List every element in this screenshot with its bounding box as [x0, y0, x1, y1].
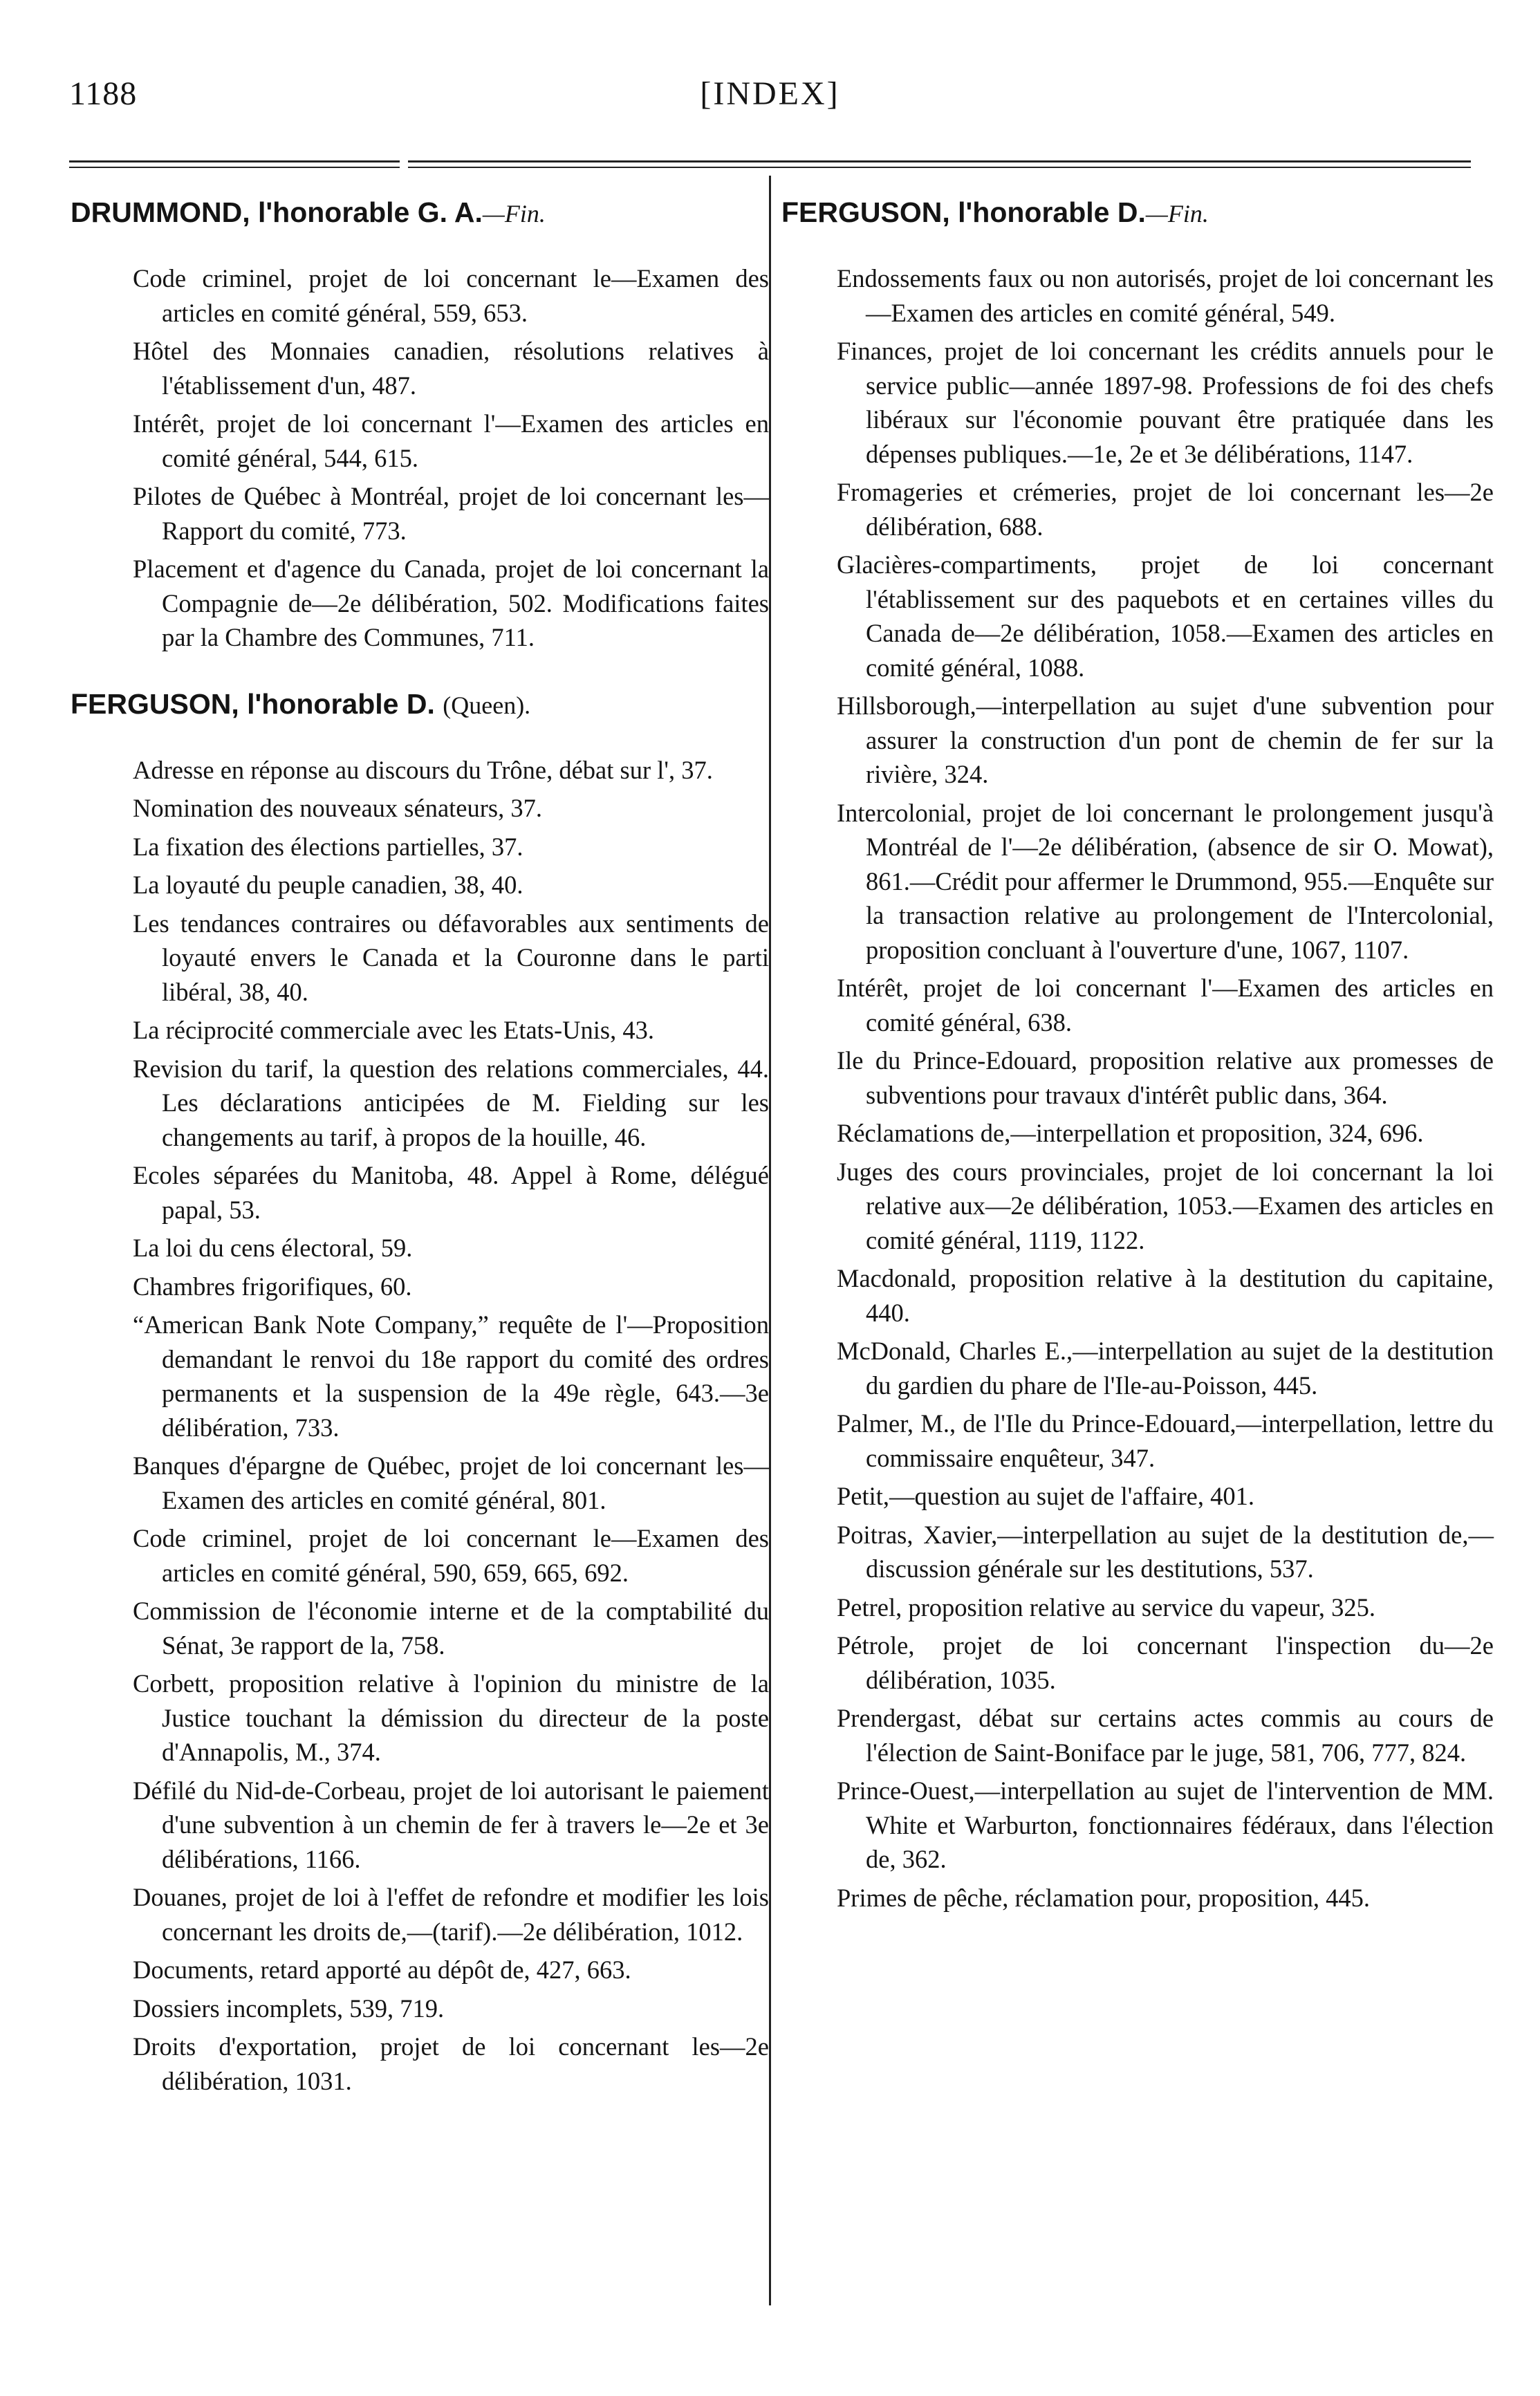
index-entry: Code criminel, projet de loi concernant le—Examen des articles en comité général, 590, 659, 665, 692.: [133, 1524, 769, 1587]
index-entry: La loyauté du peuple canadien, 38, 40.: [133, 871, 523, 899]
index-entry: “American Bank Note Company,” requête de l'—Proposition demandant le renvoi du 18e rapport du comité des ordres permanents et la suspension de la 49e règle, 643.—3e délibération, 733.: [133, 1310, 769, 1442]
index-entry: Palmer, M., de l'Ile du Prince-Edouard,—interpellation, lettre du commissaire enquêteur, 347.: [837, 1409, 1494, 1472]
running-head: [INDEX]: [700, 75, 840, 112]
header-rule-right-lower: [408, 167, 1471, 168]
index-entry: Revision du tarif, la question des relations commerciales, 44. Les déclarations anticipées de M. Fielding sur les changements au tarif, à propos de la houille, 46.: [133, 1054, 769, 1151]
header-rule-left-lower: [69, 167, 400, 168]
page-header: [0, 75, 1540, 123]
index-entry: Dossiers incomplets, 539, 719.: [133, 1994, 445, 2023]
index-entry: Les tendances contraires ou défavorables aux sentiments de loyauté envers le Canada et la Couronne dans le parti libéral, 38, 40.: [133, 909, 769, 1006]
entry-list: [71, 753, 769, 2099]
column-divider: [769, 176, 771, 2305]
index-entry: Placement et d'agence du Canada, projet de loi concernant la Compagnie de—2e délibération, 502. Modifications faites par la Chambre des Communes, 711.: [133, 555, 769, 651]
index-entry: Macdonald, proposition relative à la destitution du capitaine, 440.: [837, 1264, 1494, 1327]
section-heading: [71, 194, 769, 232]
left-column: [71, 194, 769, 2102]
section-heading: [781, 194, 1494, 232]
index-entry: Nomination des nouveaux sénateurs, 37.: [133, 794, 542, 822]
page-number: 1188: [69, 75, 138, 112]
index-entry: Corbett, proposition relative à l'opinion du ministre de la Justice touchant la démission du directeur de la poste d'Annapolis, M., 374.: [133, 1669, 769, 1766]
section-heading: [71, 685, 769, 724]
index-section-drummond: [71, 194, 769, 655]
index-entry: Prendergast, débat sur certains actes commis au cours de l'élection de Saint-Boniface par le juge, 581, 706, 777, 824.: [837, 1704, 1494, 1767]
index-entry: Primes de pêche, réclamation pour, proposition, 445.: [837, 1883, 1370, 1912]
index-entry: Intercolonial, projet de loi concernant le prolongement jusqu'à Montréal de l'—2e délibération, (absence de sir O. Mowat), 861.—Crédit pour affermer le Drummond, 955.—Enquête sur la transaction relative au prolongement de l'Intercolonial, proposition concluant à l'ouverture d'une, 1067, 1107.: [837, 798, 1494, 964]
index-entry: Défilé du Nid-de-Corbeau, projet de loi autorisant le paiement d'une subvention à un chemin de fer à travers le—2e et 3e délibérations, 1166.: [133, 1776, 769, 1873]
index-entry: McDonald, Charles E.,—interpellation au sujet de la destitution du gardien du phare de l'Ile-au-Poisson, 445.: [837, 1337, 1494, 1400]
index-entry: Banques d'épargne de Québec, projet de loi concernant les—Examen des articles en comité général, 801.: [133, 1451, 769, 1514]
header-rule-right: [408, 160, 1471, 162]
index-entry: Petit,—question au sujet de l'affaire, 401.: [837, 1482, 1254, 1510]
right-column: [781, 194, 1494, 1919]
heading-name: FERGUSON, l'honorable D.: [781, 196, 1146, 228]
index-entry: La fixation des élections partielles, 37.: [133, 832, 523, 861]
index-entry: Poitras, Xavier,—interpellation au sujet de la destitution de,—discussion générale sur les destitutions, 537.: [837, 1520, 1494, 1583]
index-entry: Chambres frigorifiques, 60.: [133, 1272, 412, 1301]
index-entry: Pétrole, projet de loi concernant l'inspection du—2e délibération, 1035.: [837, 1631, 1494, 1694]
index-entry: Fromageries et crémeries, projet de loi concernant les—2e délibération, 688.: [837, 478, 1494, 541]
index-entry: Réclamations de,—interpellation et proposition, 324, 696.: [837, 1119, 1424, 1147]
index-entry: Ecoles séparées du Manitoba, 48. Appel à Rome, délégué papal, 53.: [133, 1161, 769, 1224]
index-entry: Douanes, projet de loi à l'effet de refondre et modifier les lois concernant les droits de,—(tarif).—2e délibération, 1012.: [133, 1883, 769, 1946]
index-entry: Pilotes de Québec à Montréal, projet de loi concernant les—Rapport du comité, 773.: [133, 482, 769, 545]
index-entry: Prince-Ouest,—interpellation au sujet de l'intervention de MM. White et Warburton, fonctionnaires fédéraux, dans l'élection de, 362.: [837, 1776, 1494, 1873]
index-entry: Hillsborough,—interpellation au sujet d'une subvention pour assurer la construction d'un pont de chemin de fer sur la rivière, 324.: [837, 691, 1494, 788]
index-section-ferguson: [71, 685, 769, 2099]
index-entry: Droits d'exportation, projet de loi concernant les—2e délibération, 1031.: [133, 2032, 769, 2095]
header-rule-left: [69, 160, 400, 162]
index-entry: Intérêt, projet de loi concernant l'—Examen des articles en comité général, 544, 615.: [133, 409, 769, 472]
heading-suffix: —Fin.: [482, 200, 546, 227]
index-entry: Code criminel, projet de loi concernant le—Examen des articles en comité général, 559, 653.: [133, 264, 769, 327]
index-entry: Ile du Prince-Edouard, proposition relative aux promesses de subventions pour travaux d'intérêt public dans, 364.: [837, 1046, 1494, 1109]
heading-suffix: —Fin.: [1145, 200, 1209, 227]
index-entry: Juges des cours provinciales, projet de loi concernant la loi relative aux—2e délibération, 1053.—Examen des articles en comité général, 1119, 1122.: [837, 1157, 1494, 1254]
entry-list: [781, 261, 1494, 1915]
index-entry: Hôtel des Monnaies canadien, résolutions relatives à l'établissement d'un, 487.: [133, 337, 769, 400]
index-entry: Intérêt, projet de loi concernant l'—Examen des articles en comité général, 638.: [837, 974, 1494, 1037]
index-entry: Adresse en réponse au discours du Trône, débat sur l', 37.: [133, 755, 713, 784]
heading-name: FERGUSON, l'honorable D.: [71, 687, 435, 720]
index-entry: Commission de l'économie interne et de la comptabilité du Sénat, 3e rapport de la, 758.: [133, 1597, 769, 1660]
index-section-ferguson-fin: [781, 194, 1494, 1915]
index-entry: La réciprocité commerciale avec les Etats-Unis, 43.: [133, 1016, 654, 1044]
index-entry: Documents, retard apporté au dépôt de, 427, 663.: [133, 1956, 631, 1984]
heading-qualifier: (Queen).: [443, 691, 531, 719]
index-entry: Endossements faux ou non autorisés, projet de loi concernant les—Examen des articles en comité général, 549.: [837, 264, 1494, 327]
index-entry: Petrel, proposition relative au service du vapeur, 325.: [837, 1592, 1375, 1622]
heading-name: DRUMMOND, l'honorable G. A.: [71, 196, 483, 228]
index-entry: Finances, projet de loi concernant les crédits annuels pour le service public—année 1897-98. Professions de foi des chefs libéraux sur l'économie pouvant être pratiquée dans les dépenses publiques.—1e, 2e et 3e délibérations, 1147.: [837, 337, 1494, 468]
index-entry: Glacières-compartiments, projet de loi concernant l'établissement sur des paquebots et en certaines villes du Canada de—2e délibération, 1058.—Examen des articles en comité général, 1088.: [837, 550, 1494, 682]
section-gap: [71, 659, 769, 685]
index-entry: La loi du cens électoral, 59.: [133, 1234, 413, 1262]
entry-list: [71, 261, 769, 655]
